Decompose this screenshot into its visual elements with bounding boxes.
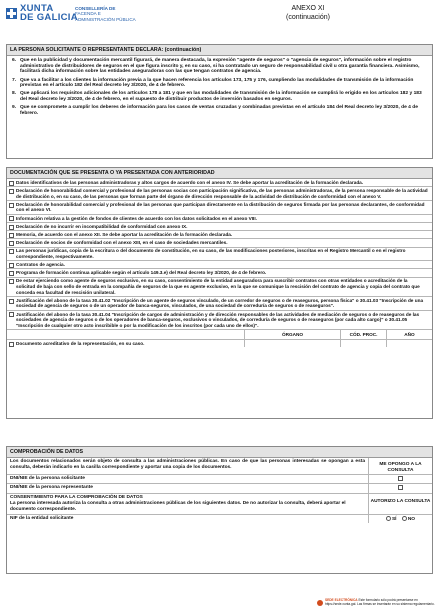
- page-footer: [317, 599, 435, 607]
- submitted-docs-table-header: [7, 329, 432, 339]
- declaration-list: [7, 56, 432, 117]
- document-checkbox[interactable]: [9, 312, 14, 317]
- consent-block: [7, 494, 368, 513]
- document-label: Justificación del abono de la tasa 30.41.02 "Inscripción de un agente de seguros vinculado, de un corredor de seguros o de reaseguros, persona física" o 30.41.03 "Inscripción de una sociedad de agencia de seguros o de un operador de banca-seguros, vinculados, de una sociedad de correduría de seguros o de reaseguros".: [16, 297, 424, 309]
- item-text: Que se compromete a cumplir los deberes de información para los casos de ventas cruzadas y combinadas previstas en el artículo 184 del Real decreto ley 3/2020, de 4 de febrero.: [20, 105, 418, 116]
- document-row: [7, 231, 432, 239]
- declaration-item: [12, 105, 427, 116]
- footer-brand: SEDE ELECTRÓNICA: [325, 598, 358, 602]
- document-row: [7, 179, 432, 187]
- declaration-item: [12, 58, 427, 75]
- oppose-checkbox[interactable]: [398, 476, 403, 481]
- declaration-item: [12, 91, 427, 102]
- document-row: [7, 278, 432, 297]
- document-label: Contratos de agencia.: [16, 262, 65, 268]
- no-label: NO: [407, 516, 416, 522]
- oppose-checkbox[interactable]: [398, 485, 403, 490]
- consent-title: CONSENTIMIENTO PARA LA COMPROBACIÓN DE DATOS: [10, 495, 143, 501]
- item-text: Que aplicará los requisitos adicionales de los artículos 178 a 181 y que en las modalidades de transmisión de la información se cumplirá lo erigido en los artículos 182 y 183 del Real decreto ley 3/2020, de 4 de febrero, en el supuesto de distribuir productos de inversión basados en seguros.: [20, 91, 422, 102]
- department-name: [75, 6, 136, 22]
- dni-representante-label: DNI/NIE de la persona representante: [10, 485, 93, 491]
- consent-text: La persona interesada autoriza la consulta a otras administraciones públicas de los siguientes datos. De no autorizar la consulta, deberá aportar el documento correspondiente.: [10, 500, 346, 512]
- document-checkbox[interactable]: [9, 181, 14, 186]
- representation-label: Documento acreditativo de la representación, en su caso.: [16, 341, 145, 347]
- document-checkbox[interactable]: [9, 189, 14, 194]
- document-row: [7, 215, 432, 223]
- document-checkbox[interactable]: [9, 342, 14, 347]
- document-label: Las personas jurídicas, copia de la escritura o del documento de constitución, en su caso, de las modificaciones posteriores, inscritas en el Registro Mercantil o en el registro correspondiente, respectivamente.: [16, 248, 406, 259]
- footer-text: Este formulario sólo podrá presentarse en https://sede.xunta.gal. Las firmas se insertarán en su sistema regulamentario.: [325, 598, 435, 606]
- verification-intro-row: [7, 458, 432, 475]
- annex-subtitle: (continuación): [286, 13, 330, 21]
- representation-row: [7, 339, 432, 348]
- page-header: [6, 4, 433, 28]
- declaration-title: LA PERSONA SOLICITANTE O REPRESENTANTE DECLARA: (continuación): [7, 45, 432, 56]
- verification-title: COMPROBACIÓN DE DATOS: [7, 447, 432, 458]
- oppose-header: ME OPONGO A LA CONSULTA: [368, 458, 432, 474]
- cod-proc-input[interactable]: [340, 340, 386, 347]
- verification-intro: Los documentos relacionados serán objeto de consulta a las administraciones públicas. En caso de que las personas interesadas se opongan a esta consulta, deberán indicarlo en la casilla correspondiente y aportar una copia de los documentos.: [10, 459, 365, 470]
- item-number: 8.: [12, 91, 17, 97]
- dni-solicitante-row: [7, 475, 432, 485]
- item-text: Que en la publicidad y documentación mercantil figurará, de manera destacada, la expresión "agente de seguros" o "agencia de seguros", información sobre el registro administrativo de distribuidores de seguros en el que figura inscrito y, en su caso, si ha contratado un seguro de responsabilidad civil u otra garantía financiera. Asimismo, facilitará dicha información sobre las entidades aseguradoras con las que tengan contratos de agencia.: [20, 58, 420, 75]
- item-text: Que va a facilitar a los clientes la información previa a la que hacen referencia los artículos 173, 175 y 176, cumpliendo las modalidades de transmisión de la información previstas en el artículo 182 del Real decreto ley 3/2020, de 4 de febrero.: [20, 77, 414, 89]
- document-label: Memoria, de acuerdo con el anexo XII. Se debe aportar la acreditación de la formación declarada.: [16, 231, 233, 237]
- document-row: [7, 201, 432, 215]
- no-radio[interactable]: [402, 516, 407, 521]
- yes-label: SÍ: [391, 516, 397, 522]
- document-row: [7, 239, 432, 247]
- col-cod-proc: CÓD. PROC.: [340, 330, 386, 339]
- document-label: De estar ejerciendo como agente de seguros exclusivo, en su caso, consentimiento de la entidad aseguradora para suscribir contratos con otras entidades o acreditación de la solicitud de baja con sello de entrada en la compañía de seguros de la que es agente exclusivo, en la que se comunique la rescisión del contrato de agencia y copia del contrato que conceda esa facultad de rescisión unilateral.: [16, 278, 420, 295]
- document-label: Declaración de no incurrir en incompatibilidad de conformidad con anexo IX.: [16, 223, 188, 229]
- item-number: 7.: [12, 77, 17, 83]
- annex-heading: [286, 5, 330, 22]
- documentation-section: [6, 167, 433, 419]
- ano-input[interactable]: [386, 340, 432, 347]
- document-label: Datos identificativos de las personas administradoras y altos cargos de acuerdo con el anexo IV. Se debe aportar la acreditación de la formación declarada.: [16, 179, 364, 185]
- document-row: [7, 223, 432, 231]
- document-row: [7, 248, 432, 262]
- logo-line2: DE GALICIA: [20, 12, 78, 23]
- document-label: Programa de formación continua aplicable según el artículo 149.3.e) del Real decreto ley 3/2020, de 4 de febrero.: [16, 270, 267, 276]
- dni-representante-row: [7, 484, 432, 494]
- document-checkbox[interactable]: [9, 241, 14, 246]
- documentation-title: DOCUMENTACIÓN QUE SE PRESENTA O YA PRESENTADA CON ANTERIORIDAD: [7, 168, 432, 179]
- item-number: 6.: [12, 58, 17, 63]
- declaration-item: [12, 78, 427, 89]
- document-checkbox[interactable]: [9, 249, 14, 254]
- document-row: [7, 269, 432, 277]
- authorize-header: AUTORIZO LA CONSULTA: [368, 494, 432, 513]
- department-line2: FACENDA E: [75, 11, 101, 17]
- document-label: Información relativa a la gestión de fondos de clientes de acuerdo con los datos solicitados en el anexo VIII.: [16, 215, 257, 221]
- col-organo: ÓRGANO: [244, 330, 340, 339]
- item-number: 9.: [12, 105, 17, 111]
- document-row: [7, 311, 432, 329]
- department-line3: ADMINISTRACIÓN PÚBLICA: [75, 16, 136, 22]
- declaration-section: [6, 44, 433, 159]
- document-checkbox[interactable]: [9, 271, 14, 276]
- document-label: Declaración de honorabilidad comercial y profesional de las personas que participan directamente en la distribución de seguros firmada por las personas declarantes, de conformidad con el anexo VI.: [16, 201, 425, 213]
- document-checkbox[interactable]: [9, 225, 14, 230]
- document-checkbox[interactable]: [9, 279, 14, 284]
- electronic-office-icon: [317, 600, 323, 606]
- document-label: Justificación del abono de la tasa 30.41.04 "Inscripción de cargos de administración y de dirección responsables de las actividades de mediación de seguros o de reaseguros de las sociedades de agencia de seguros o de los operadores de banca-seguros, exclusivos o vinculados, de correduría de seguros o de reaseguros (por cada alto cargo)" o 30.41.05 "Inscripción de cualquier otro acto inscribible o por la modificación de los inscritos (por cada uno de ellos)".: [16, 311, 420, 328]
- nif-label: NIF de la entidad solicitante: [10, 515, 74, 521]
- galicia-cross-icon: [6, 8, 17, 19]
- document-checkbox[interactable]: [9, 216, 14, 221]
- document-label: Declaración de honorabilidad comercial y profesional de las personas socias con participación significativa, de las personas administradoras, de la persona responsable de la actividad de distribución o, en su caso, de las personas que forman parte del órgano de dirección responsable de la actividad de distribución de conformidad con el anexo V.: [16, 187, 428, 199]
- document-checkbox[interactable]: [9, 263, 14, 268]
- document-checkbox[interactable]: [9, 203, 14, 208]
- logo-line1: XUNTA: [20, 3, 54, 14]
- document-checkbox[interactable]: [9, 299, 14, 304]
- dni-solicitante-label: DNI/NIE de la persona solicitante: [10, 475, 85, 481]
- document-label: Declaración de socios de conformidad con el anexo XIII, en el caso de sociedades mercantiles.: [16, 240, 228, 246]
- document-row: [7, 261, 432, 269]
- organo-input[interactable]: [244, 340, 340, 347]
- yes-radio[interactable]: [386, 516, 391, 521]
- col-ano: AÑO: [386, 330, 432, 339]
- verification-section: [6, 446, 433, 574]
- annex-title: ANEXO XI: [291, 5, 325, 12]
- consent-row: [7, 494, 432, 514]
- document-checkbox[interactable]: [9, 233, 14, 238]
- document-row: [7, 187, 432, 201]
- documentation-list: [7, 179, 432, 329]
- nif-row: [7, 515, 432, 524]
- department-line1: CONSELLERÍA DE: [75, 6, 116, 11]
- xunta-logo: [6, 4, 78, 22]
- document-row: [7, 297, 432, 311]
